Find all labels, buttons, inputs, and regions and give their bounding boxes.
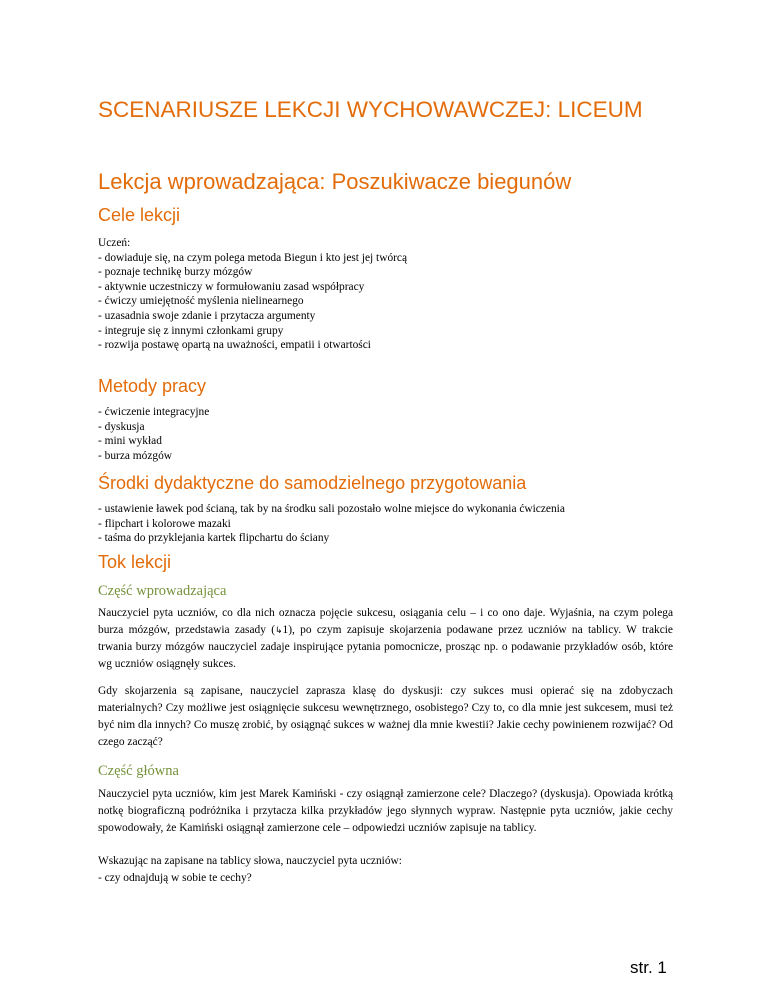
list-item: - uzasadnia swoje zdanie i przytacza argumenty [98, 309, 316, 322]
methods-heading: Metody pracy [98, 376, 207, 396]
main-paragraph-1: Nauczyciel pyta uczniów, kim jest Marek Kamiński - czy osiągnął zamierzone cele? Dlaczego? (dyskusja). Opowiada krótką notkę biograficzną podróżnika i przytacza kilka przykładów jego słynnych wypraw. Następnie pyta uczniów, jakie cechy spowodowały, że Kamiński osiągnął zamierzone cele – odpowiedzi uczniów zapisuje na tablicy. [98, 788, 673, 834]
intro-paragraph-1: Nauczyciel pyta uczniów, co dla nich oznacza pojęcie sukcesu, osiągania celu – i co ono daje. Wyjaśnia, na czym polega burza mózgów, przedstawia zasady (↳1), po czym zapisuje skojarzenia podawane przez uczniów na tablicy. W trakcie trwania burzy mózgów nauczyciel zadaje inspirujące pytania pomocnicze, prosząc np. o podawanie przykładów osób, które wg uczniów osiągnęły sukces. [98, 607, 673, 670]
list-item: - ćwiczenie integracyjne [98, 406, 210, 418]
list-item: - dowiaduje się, na czym polega metoda Biegun i kto jest jej twórcą [98, 251, 408, 264]
list-item: - flipchart i kolorowe mazaki [98, 517, 231, 530]
lesson-title: Lekcja wprowadzająca: Poszukiwacze biegunów [98, 169, 572, 194]
document-title: SCENARIUSZE LEKCJI WYCHOWAWCZEJ: LICEUM [98, 97, 643, 122]
list-item: - dyskusja [98, 420, 145, 433]
list-item: - aktywnie uczestniczy w formułowaniu zasad współpracy [98, 280, 365, 293]
list-item: - rozwija postawę opartą na uważności, empatii i otwartości [98, 339, 371, 352]
main-part-heading: Część główna [98, 763, 179, 779]
list-item: - ćwiczy umiejętność myślenia nielinearnego [98, 295, 304, 308]
goals-list [98, 236, 673, 353]
main-paragraph-2: Wskazując na zapisane na tablicy słowa, nauczyciel pyta uczniów: - czy odnajdują w sobie te cechy? [98, 855, 402, 884]
footnote-arrow-icon: ↳ [275, 625, 283, 635]
list-item: Uczeń: [98, 237, 131, 249]
footnote-ref: 1 [282, 624, 289, 636]
intro-heading: Część wprowadzająca [98, 583, 227, 599]
materials-heading: Środki dydaktyczne do samodzielnego przygotowania [98, 473, 527, 493]
list-item: - integruje się z innymi członkami grupy [98, 324, 284, 337]
page-number: str. 1 [630, 958, 667, 977]
course-heading: Tok lekcji [98, 552, 172, 572]
list-item: - mini wykład [98, 435, 162, 448]
methods-list [98, 405, 673, 463]
goals-heading: Cele lekcji [98, 205, 181, 225]
list-item: - poznaje technikę burzy mózgów [98, 266, 253, 279]
materials-list [98, 502, 673, 546]
list-item: - burza mózgów [98, 449, 173, 462]
list-item: - taśma do przyklejania kartek flipchartu do ściany [98, 532, 330, 545]
list-item: - ustawienie ławek pod ścianą, tak by na środku sali pozostało wolne miejsce do wykonania ćwiczenia [98, 503, 565, 515]
intro-paragraph-2: Gdy skojarzenia są zapisane, nauczyciel zaprasza klasę do dyskusji: czy sukces musi opierać się na zdobyczach materialnych? Czy możliwe jest osiągnięcie sukcesu wewnętrznego, osobistego? Czy to, co dla mnie jest sukcesem, musi też być nim dla innych? Co muszę zrobić, by osiągnąć sukces w ważnej dla mnie kwestii? Jakie cechy powinienem rozwijać? Od czego zacząć? [98, 685, 673, 748]
